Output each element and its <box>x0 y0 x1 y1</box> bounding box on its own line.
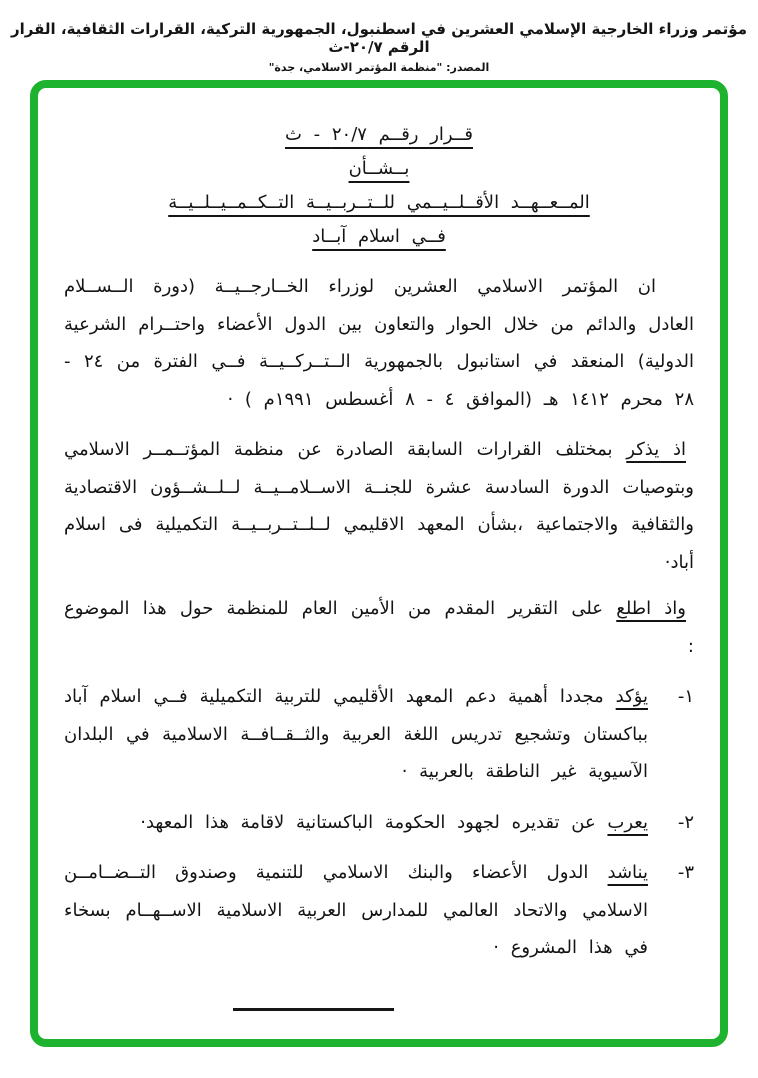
item-lead: يعرب <box>607 811 648 833</box>
item-number: ٢- <box>677 811 694 833</box>
item-body: الدول الأعضاء والبنك الاسلامي للتنمية وصندوق التــضــامــن الاسلامي والاتحاد العالمي للمدارس العربية الاسلامية الاســهــام بسخاء في هذا المشروع · <box>64 862 648 958</box>
item-number: ٣- <box>677 862 694 883</box>
paragraph-text: ان المؤتمر الاسلامي العشرين لوزراء الخــارجــيــة (دورة الــســلام العادل والدائم من خلال الحوار والتعاون بين الدول الأعضاء واحتــرام الشرعية الدولية) المنعقد في استانبول بالجمهورية الــتــركــيــة فــي الفترة من ٢٤ - ٢٨ محرم ١٤١٢ هـ (الموافق ٤ - ٨ أغسطس ١٩٩١م ) · <box>64 276 695 410</box>
operative-item-1 <box>64 678 694 791</box>
item-text <box>64 804 648 842</box>
operative-item-2 <box>64 804 694 842</box>
resolution-subject-title: المــعــهــد الأقــلــيــمي للــتــربــيــة التــكــمــيــلــيــة <box>168 192 590 213</box>
resolution-regarding-title: بــشــأن <box>348 158 410 179</box>
green-border-frame <box>30 80 728 1047</box>
paragraph-lead: واذ اطلع <box>616 598 686 619</box>
resolution-number-title: قــرار رقــم ٢٠/٧ - ث <box>284 124 473 145</box>
header-source-line: المصدر: "منظمة المؤتمر الاسلامي، جدة" <box>268 61 490 74</box>
item-body: مجددا أهمية دعم المعهد الأقليمي للتربية التكميلية فــي اسلام آباد بباكستان وتشجيع تدريس اللغة العربية والثــقــافــة الاسلامية في البلدان الآسيوية غير الناطقة بالعربية · <box>64 686 648 782</box>
resolution-title-block <box>64 122 694 248</box>
item-lead: يؤكد <box>615 686 648 707</box>
item-text <box>64 678 648 791</box>
header-conference-line: مؤتمر وزراء الخارجية الإسلامي العشرين في اسطنبول، الجمهورية التركية، القرارات الثقافية، القرار الرقم ٢٠/٧-ث <box>10 20 747 56</box>
item-text <box>64 854 648 967</box>
preamble-opening-paragraph <box>64 268 694 418</box>
paragraph-text: على التقرير المقدم من الأمين العام للمنظمة حول هذا الموضوع : <box>64 598 694 657</box>
preamble-recalling-paragraph <box>64 431 694 581</box>
document-header <box>0 0 758 74</box>
footnote-divider <box>233 1008 394 1011</box>
paragraph-text: بمختلف القرارات السابقة الصادرة عن منظمة المؤتــمــر الاسلامي وبتوصيات الدورة السادسة عشرة للجنــة الاســلامــيــة لــلــشــؤون الاقتصادية والثقافية والاجتماعية ،بشأن المعهد الاقليمي لــلــتــربــيــة التكميلية فى اسلام أباد· <box>64 439 694 573</box>
item-lead: يناشد <box>607 862 648 883</box>
preamble-reviewed-paragraph <box>64 590 694 665</box>
item-body: عن تقديره لجهود الحكومة الباكستانية لاقامة هذا المعهد· <box>140 811 596 833</box>
resolution-location-title: فــي اسلام آبــاد <box>312 226 446 247</box>
resolution-body <box>38 88 720 1039</box>
item-number: ١- <box>677 686 694 707</box>
paragraph-lead: اذ يذكر <box>626 439 686 460</box>
operative-item-3 <box>64 854 694 967</box>
